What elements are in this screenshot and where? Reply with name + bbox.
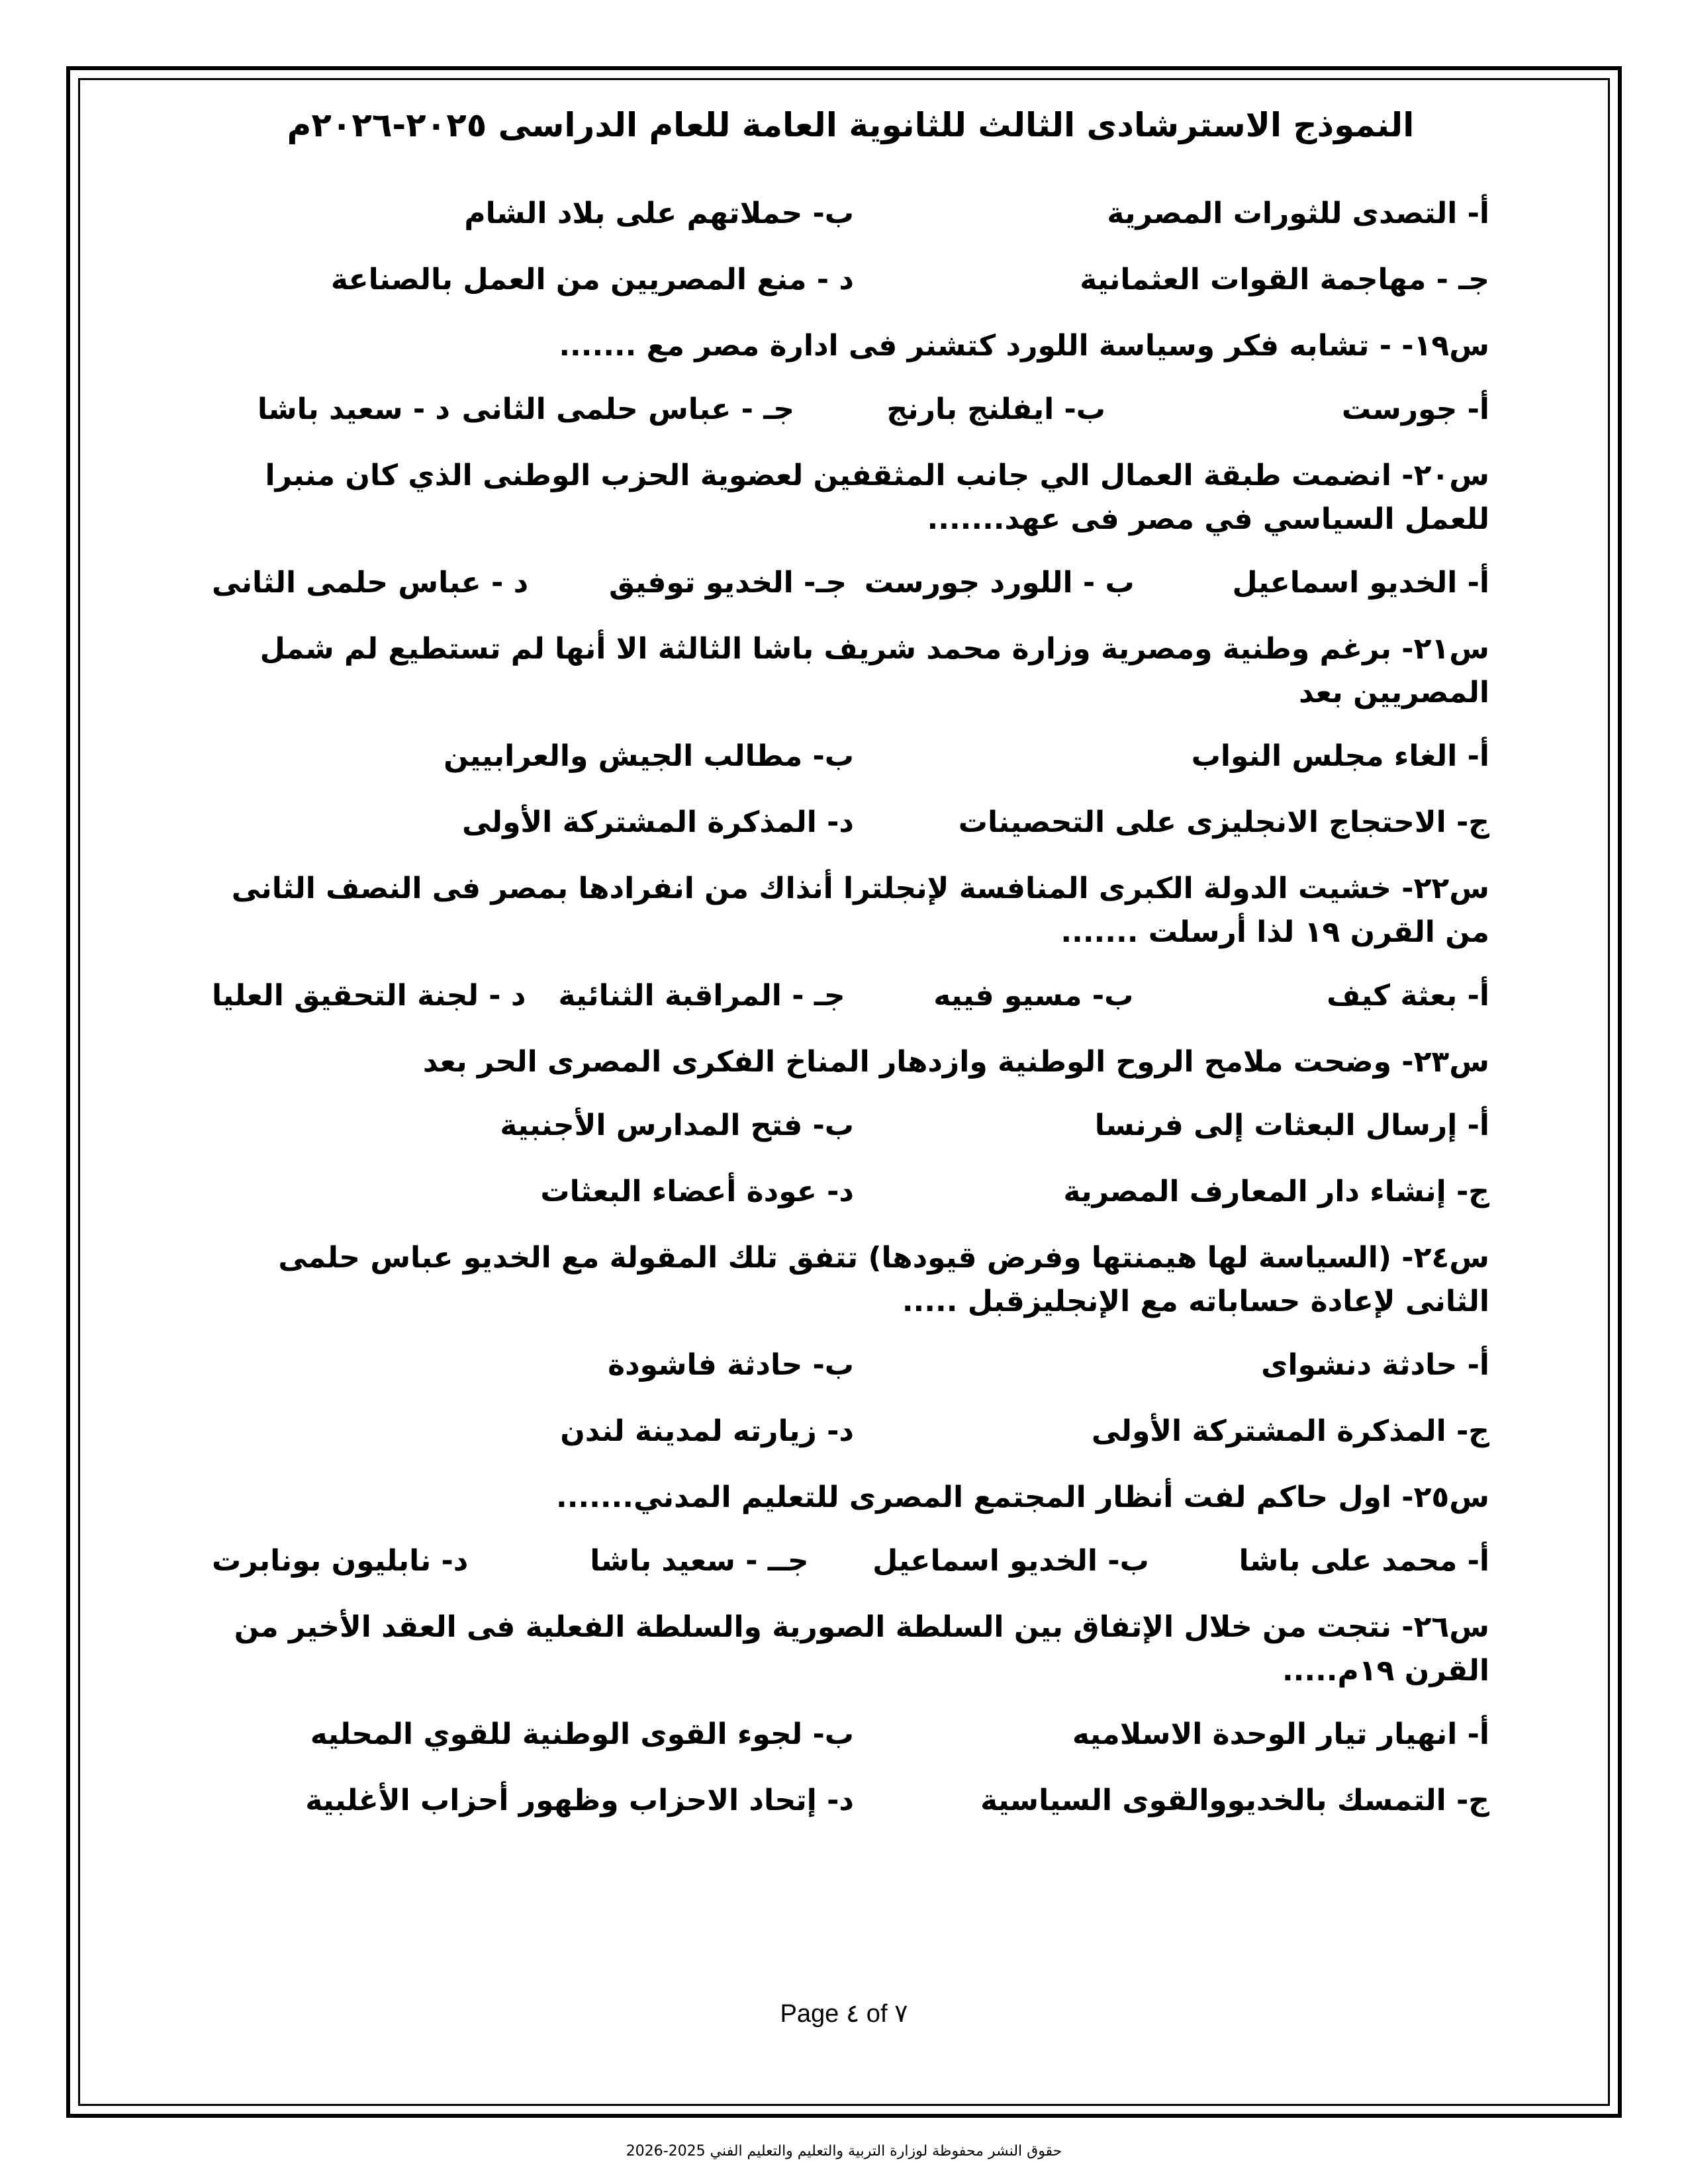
option-c: ج- المذكرة المشتركة الأولى: [1091, 1414, 1489, 1448]
option-a: أ- التصدى للثورات المصرية: [1107, 197, 1489, 230]
option-c: جـ - مهاجمة القوات العثمانية: [1080, 263, 1489, 296]
option-d: د- زيارته لمدينة لندن: [560, 1414, 854, 1448]
option-d: د - سعيد باشا: [257, 392, 450, 426]
question-21: س٢١- برغم وطنية ومصرية وزارة محمد شريف باشا الثالثة الا أنها لم تستطيع لم شمل المصريين بعد: [259, 632, 1489, 709]
option-a: أ- الخديو اسماعيل: [1232, 566, 1489, 600]
option-c: ج- التمسك بالخديووالقوى السياسية: [980, 1784, 1489, 1817]
option-b: ب- لجوء القوى الوطنية للقوي المحليه: [310, 1717, 854, 1751]
question-24: س٢٤- (السياسة لها هيمنتها وفرض قيودها) تتفق تلك المقولة مع الخديو عباس حلمى الثانى لإعادة حساباته مع الإنجليزقبل .....: [278, 1241, 1489, 1318]
option-b: ب- مطالب الجيش والعرابيين: [444, 739, 854, 773]
option-a: أ- انهيار تيار الوحدة الاسلاميه: [1072, 1717, 1489, 1751]
question-21-options-row-1: [212, 735, 1489, 778]
option-d: د - لجنة التحقيق العليا: [212, 979, 526, 1013]
option-d: د - منع المصريين من العمل بالصناعة: [330, 263, 854, 296]
option-a: أ- حادثة دنشواى: [1261, 1348, 1489, 1382]
question-19-options: [212, 388, 1489, 432]
option-c: جـ- الخديو توفيق: [609, 566, 847, 600]
option-b: ب - اللورد جورست: [864, 566, 1135, 600]
question-23-options-row-2: [212, 1170, 1489, 1214]
option-d: د- نابليون بونابرت: [212, 1544, 469, 1578]
question-25: س٢٥- اول حاكم لفت أنظار المجتمع المصرى للتعليم المدني.......: [555, 1480, 1489, 1514]
option-a: أ- الغاء مجلس النواب: [1191, 739, 1489, 773]
option-c: ج- إنشاء دار المعارف المصرية: [1063, 1175, 1489, 1208]
question-23-options-row-1: [212, 1104, 1489, 1148]
question-22-options: [212, 974, 1489, 1018]
option-a: أ- بعثة كيف: [1327, 979, 1489, 1013]
question-20: س٢٠- انضمت طبقة العمال الي جانب المثقفين لعضوية الحزب الوطنى الذي كان منبرا للعمل السياسي في مصر فى عهد.......: [265, 459, 1489, 536]
prev-options-row-2: [212, 258, 1489, 302]
option-c: جـ - المراقبة الثنائية: [558, 979, 845, 1013]
option-d: د- عودة أعضاء البعثات: [540, 1175, 854, 1208]
option-c: ج- الاحتجاج الانجليزى على التحصينات: [958, 805, 1489, 839]
question-22: س٢٢- خشيت الدولة الكبرى المنافسة لإنجلترا أنذاك من انفرادها بمصر فى النصف الثانى من القرن ١٩ لذا أرسلت .......: [231, 872, 1489, 949]
question-24-options-row-2: [212, 1410, 1489, 1453]
question-23: س٢٣- وضحت ملامح الروح الوطنية وازدهار المناخ الفكرى المصرى الحر بعد: [422, 1045, 1489, 1079]
question-25-options: [212, 1539, 1489, 1583]
option-b: ب- حادثة فاشودة: [608, 1348, 854, 1382]
page-title: النموذج الاسترشادى الثالث للثانوية العامة للعام الدراسى ٢٠٢٥-٢٠٢٦م: [287, 106, 1415, 144]
question-19: س١٩- - تشابه فكر وسياسة اللورد كتشنر فى ادارة مصر مع .......: [559, 329, 1489, 363]
option-a: أ- إرسال البعثات إلى فرنسا: [1094, 1109, 1489, 1142]
option-b: ب- مسيو فييه: [933, 979, 1134, 1013]
question-24-options-row-1: [212, 1343, 1489, 1387]
question-21-options-row-2: [212, 801, 1489, 844]
option-d: د - عباس حلمى الثانى: [211, 566, 529, 600]
option-b: ب- ايفلنج بارنج: [886, 392, 1105, 426]
copyright-notice: حقوق النشر محفوظة لوزارة التربية والتعليم والتعليم الفني 2025-2026: [626, 2143, 1062, 2160]
option-c: جــ - سعيد باشا: [590, 1544, 809, 1578]
question-26-options-row-2: [212, 1779, 1489, 1823]
option-b: ب- فتح المدارس الأجنبية: [500, 1109, 854, 1142]
exam-content: [212, 93, 1489, 1845]
option-b: ب- الخديو اسماعيل: [872, 1544, 1149, 1578]
question-20-options: [212, 561, 1489, 605]
page-number: Page ٤ of ٧: [780, 2000, 908, 2028]
option-b: ب- حملاتهم على بلاد الشام: [464, 197, 854, 230]
question-26: س٢٦- نتجت من خلال الإتفاق بين السلطة الصورية والسلطة الفعلية فى العقد الأخير من القرن ١٩م.....: [234, 1610, 1489, 1688]
prev-options-row-1: [212, 192, 1489, 236]
option-d: د- إتحاد الاحزاب وظهور أحزاب الأغلبية: [305, 1784, 854, 1817]
option-a: أ- محمد على باشا: [1239, 1544, 1489, 1578]
option-a: أ- جورست: [1341, 392, 1489, 426]
option-d: د- المذكرة المشتركة الأولى: [462, 805, 854, 839]
option-c: جـ - عباس حلمى الثانى: [461, 392, 794, 426]
question-26-options-row-1: [212, 1713, 1489, 1756]
